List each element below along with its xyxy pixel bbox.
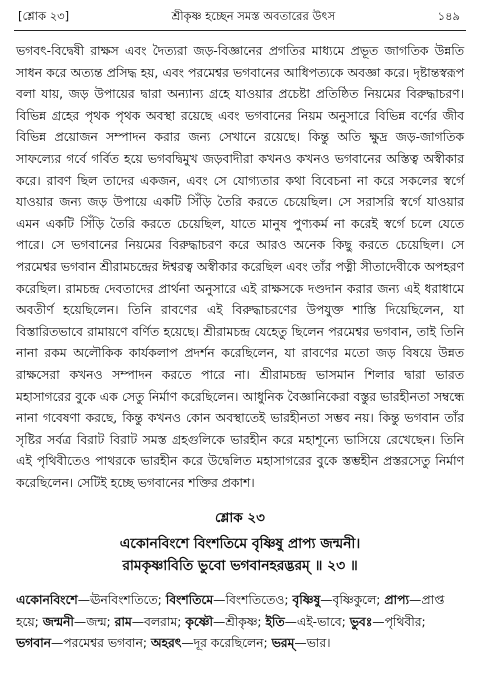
- synonym-item: কৃষ্ণৌ—শ্রীকৃষ্ণ;: [185, 614, 262, 629]
- synonym-meaning: পৃথিবীর;: [384, 614, 426, 629]
- synonym-meaning: বিংশতিতেও;: [225, 593, 289, 608]
- page-header: [14, 8, 466, 30]
- synonym-word: কৃষ্ণৌ: [185, 614, 214, 629]
- synonym-word: অহরৎ: [150, 636, 182, 651]
- synonym-word: বৃষ্ণিষু: [292, 593, 321, 608]
- synonym-word: একোনবিংশে: [16, 593, 78, 608]
- synonym-meaning: ভার।: [306, 636, 331, 651]
- synonym-meaning: পরমেশ্বর ভগবান;: [63, 636, 147, 651]
- synonym-meaning: দূর করেছিলেন;: [193, 636, 268, 651]
- verse-heading: শ্লোক ২৩: [215, 510, 265, 527]
- synonym-item: ইতি—এই-ভাবে;: [265, 614, 346, 629]
- book-page: [14, 8, 466, 655]
- synonym-meaning: জন্ম;: [86, 614, 111, 629]
- synonym-meaning: বলরাম;: [144, 614, 182, 629]
- synonym-item: ভরম্—ভার।: [271, 636, 331, 651]
- synonym-word: জন্মনী: [42, 614, 74, 629]
- verse-text: [14, 533, 466, 577]
- purport-paragraph: ভগবৎ-বিদ্বেষী রাক্ষস এবং দৈত্যরা জড়-বিজ্ঞানের প্রগতির মাধ্যমে প্রভূত জাগতিক উন্নতি সাধন করে অত্যন্ত প্রসিদ্ধ হয়, এবং পরমেশ্বর ভগবানের আধিপত্যকে অবজ্ঞা করে। দৃষ্টান্তস্বরূপ বলা যায়, জড় উপায়ের দ্বারা অন্যান্য গ্রহে যাওয়ার প্রচেষ্টা প্রতিষ্ঠিত নিয়মের বিরুদ্ধাচরণ। বিভিন্ন গ্রহের পৃথক পৃথক অবস্থা রয়েছে এবং ভগবানের নিয়ম অনুসারে বিভিন্ন বর্ণের জীব বিভিন্ন প্রয়োজন সম্পাদন করার জন্য সেখানে রয়েছে। কিন্তু অতি ক্ষুদ্র জড়-জাগতিক সাফল্যের গর্বে গর্বিত হয়ে ভগবদ্বিমুখ জড়বাদীরা কখনও কখনও ভগবানের অস্তিত্ব অস্বীকার করে। রাবণ ছিল তাদের একজন, এবং সে যোগ্যতার কথা বিবেচনা না করে সকলের স্বর্গে যাওয়ার জন্য জড় উপায়ে একটি সিঁড়ি তৈরি করতে চেয়েছিল। সে সরাসরি স্বর্গে যাওয়ার এমন একটি সিঁড়ি তৈরি করতে চেয়েছিল, যাতে মানুষ পুণ্যকর্ম না করেই স্বর্গে চলে যেতে পারে। সে ভগবানের নিয়মের বিরুদ্ধাচরণ করে আরও অনেক কিছু করতে চেয়েছিল। সে পরমেশ্বর ভগবান শ্রীরামচন্দ্রের ঈশ্বরত্ব অস্বীকার করেছিল এবং তাঁর পত্নী সীতাদেবীকে অপহরণ করেছিল। রামচন্দ্র দেবতাদের প্রার্থনা অনুসারে এই রাক্ষসকে দণ্ডদান করার জন্য এই ধরাধামে অবতীর্ণ হয়েছিলেন। তিনি রাবণের এই বিরুদ্ধাচরণের উপযুক্ত শাস্তি দিয়েছিলেন, যা বিস্তারিতভাবে রামায়ণে বর্ণিত হয়েছে। শ্রীরামচন্দ্র যেহেতু ছিলেন পরমেশ্বর ভগবান, তাই তিনি নানা রকম অলৌকিক কার্যকলাপ প্রদর্শন করেছিলেন, যা রাবণের মতো জড় বিষয়ে উন্নত রাক্ষসেরা কখনও সম্পাদন করতে পারে না। শ্রীরামচন্দ্র ভাসমান শিলার দ্বারা ভারত মহাসাগরের বুকে এক সেতু নির্মাণ করেছিলেন। আধুনিক বৈজ্ঞানিকেরা বস্তুর ভারহীনতা সম্বন্ধে নানা গবেষণা করছে, কিন্তু কখনও কোন অবস্থাতেই ভারহীনতা সম্ভব নয়। কিন্তু ভগবান তাঁর সৃষ্টির সর্বত্র বিরাট বিরাট সমস্ত গ্রহগুলিকে ভারহীন করে মহাশূন্যে ভাসিয়ে রেখেছেন। তিনি এই পৃথিবীতেও পাথরকে ভারহীন করে উদ্বেলিত মহাসাগরের বুকে স্তম্ভহীন প্রস্তরসেতু নির্মাণ করেছিলেন। সেটিই হচ্ছে ভগবানের শক্তির প্রকাশ।: [16, 44, 464, 490]
- synonym-word: প্রাপ্য: [384, 593, 410, 608]
- synonym-item: প্রাপ্য—প্রাপ্ত হয়ে;: [16, 593, 445, 629]
- header-divider: [14, 30, 466, 31]
- synonym-item: রাম—বলরাম;: [114, 614, 182, 629]
- verse-line-2: রামকৃষ্ণাবিতি ভুবো ভগবানহরদ্ভরম্ ॥ ২৩ ॥: [122, 558, 358, 575]
- synonym-meaning: প্রাপ্ত হয়ে;: [16, 593, 445, 629]
- synonym-item: একোনবিংশে—ঊনবিংশতিতে;: [16, 593, 162, 608]
- synonym-word: ভগবান: [16, 636, 51, 651]
- synonym-item: ভগবান—পরমেশ্বর ভগবান;: [16, 636, 147, 651]
- synonym-word: ইতি: [265, 614, 285, 629]
- verse-line-1: একোনবিংশে বিংশতিমে বৃষ্ণিষু প্রাপ্য জন্মনী।: [119, 536, 361, 553]
- synonym-word: ভরম্: [271, 636, 295, 651]
- synonym-meaning: শ্রীকৃষ্ণ;: [225, 614, 262, 629]
- word-for-word-synonyms: [16, 590, 464, 655]
- chapter-title: শ্রীকৃষ্ণ হচ্ছেন সমস্ত অবতারের উৎস: [171, 9, 336, 23]
- synonym-meaning: ঊনবিংশতিতে;: [89, 593, 162, 608]
- synonym-meaning: এই-ভাবে;: [296, 614, 346, 629]
- synonym-word: ভুবঃ: [349, 614, 373, 629]
- synonym-meaning: বৃষ্ণিকুলে;: [332, 593, 381, 608]
- synonym-item: ভুবঃ—পৃথিবীর;: [349, 614, 426, 629]
- synonym-item: বিংশতিমে—বিংশতিতেও;: [165, 593, 289, 608]
- synonym-word: রাম: [114, 614, 132, 629]
- synonym-word: বিংশতিমে: [165, 593, 214, 608]
- synonym-item: অহরৎ—দূর করেছিলেন;: [150, 636, 268, 651]
- page-number: ১৪৯: [437, 9, 460, 23]
- synonym-item: জন্মনী—জন্ম;: [42, 614, 111, 629]
- synonym-item: বৃষ্ণিষু—বৃষ্ণিকুলে;: [292, 593, 381, 608]
- verse-reference: [শ্লোক ২৩]: [18, 9, 70, 23]
